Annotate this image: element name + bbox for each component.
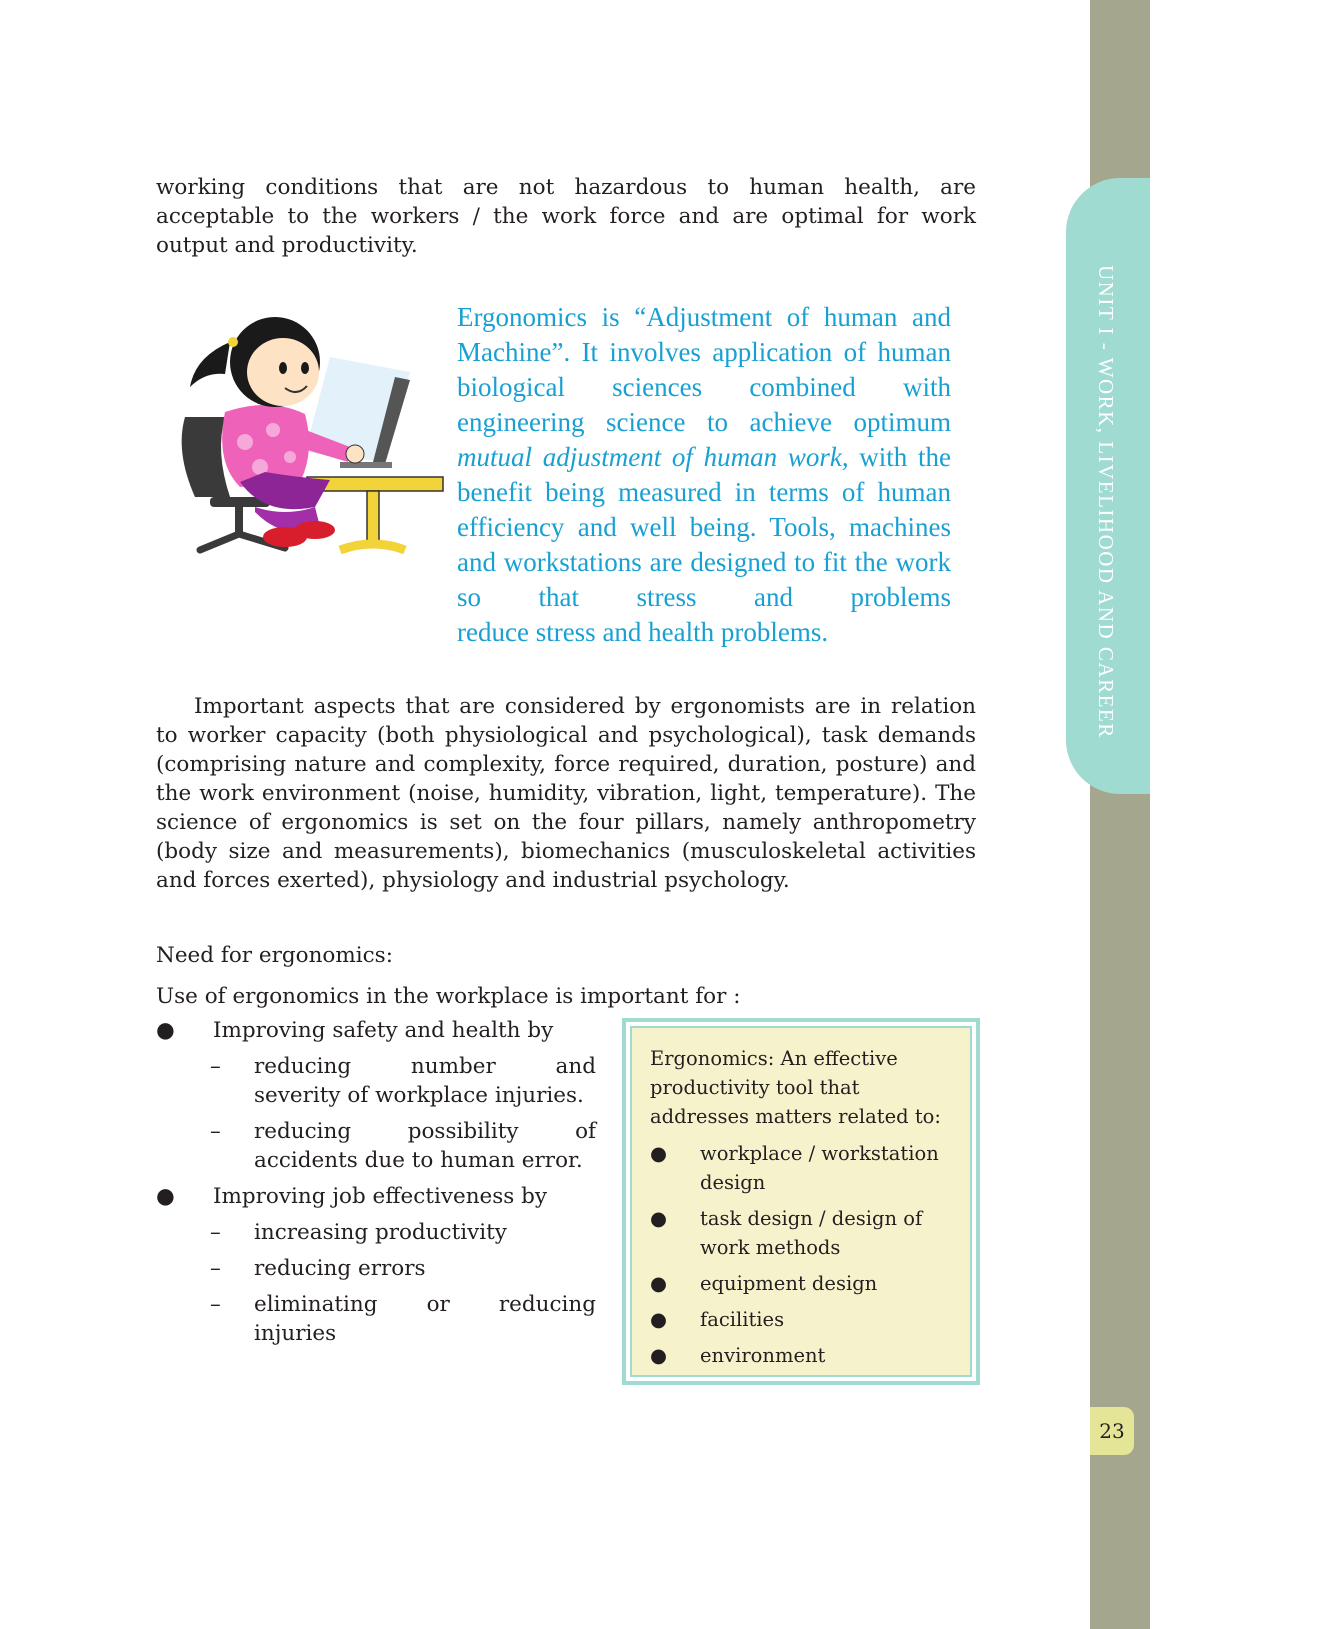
sub-item-line: reducing possibility of: [254, 1119, 596, 1144]
dash-icon: –: [210, 1256, 221, 1281]
sub-list-item: [156, 1052, 596, 1110]
benefits-list: [156, 1016, 596, 1355]
sub-item-line: eliminating or reducing: [254, 1292, 596, 1317]
girl-at-computer-illustration: [155, 302, 445, 572]
bullet-icon: ●: [650, 1344, 668, 1367]
sub-list-item: [156, 1117, 596, 1175]
list-item-label: Improving job effectiveness by: [213, 1184, 548, 1209]
box-item-label: task design / design of work methods: [700, 1207, 923, 1259]
box-item-label: environment: [700, 1344, 826, 1367]
callout-last-line: reduce stress and health problems.: [457, 617, 829, 647]
intro-paragraph: working conditions that are not hazardous to human health, are acceptable to the workers / the work force and are optimal for work output and productivity.: [156, 175, 976, 258]
page-number: 23: [1090, 1407, 1134, 1455]
bullet-icon: ●: [156, 1018, 175, 1043]
sub-item-line: increasing productivity: [254, 1220, 507, 1245]
list-item-label: Improving safety and health by: [213, 1018, 554, 1043]
sub-item-line: reducing number and: [254, 1054, 596, 1079]
box-item-label: workplace / workstation design: [700, 1142, 939, 1194]
sub-list-item: [156, 1254, 596, 1283]
sub-item-line: reducing errors: [254, 1256, 426, 1281]
sub-item-line: severity of workplace injuries.: [254, 1083, 584, 1108]
box-list-item: [650, 1269, 950, 1298]
sub-list-item: [156, 1290, 596, 1348]
use-line: Use of ergonomics in the workplace is important for :: [156, 984, 741, 1009]
callout-text-part2: with the benefit being measured in terms of human efficiency and well being. Tools, machines and workstations are designed to fit the work so that stress and problems: [457, 442, 951, 612]
sub-item-line: accidents due to human error.: [254, 1148, 583, 1173]
dash-icon: –: [210, 1054, 221, 1079]
bullet-icon: ●: [650, 1142, 668, 1165]
callout-text-part1: Ergonomics is “Adjustment of human and Machine”. It involves application of human biological sciences combined with engineering science to achieve optimum: [457, 302, 951, 437]
bullet-icon: ●: [650, 1272, 668, 1295]
box-list-item: [650, 1204, 950, 1262]
list-item: [156, 1182, 596, 1211]
box-title: Ergonomics: An effective productivity tool that addresses matters related to:: [650, 1047, 941, 1128]
box-item-label: equipment design: [700, 1272, 878, 1295]
dash-icon: –: [210, 1220, 221, 1245]
sub-item-line: injuries: [254, 1321, 337, 1346]
box-item-label: facilities: [700, 1308, 785, 1331]
aspects-paragraph: Important aspects that are considered by ergonomists are in relation to worker capacity (both physiological and psychological), task demands (comprising nature and complexity, force required, duration, posture) and the work environment (noise, humidity, vibration, light, temperature). The science of ergonomics is set on the four pillars, namely anthropometry (body size and measurements), biomechanics (musculoskeletal activities and forces exerted), physiology and industrial psychology.: [156, 694, 976, 893]
unit-label: UNIT I - WORK, LIVELIHOOD AND CAREER: [1094, 265, 1118, 739]
dash-icon: –: [210, 1292, 221, 1317]
dash-icon: –: [210, 1119, 221, 1144]
box-list-item: [650, 1139, 950, 1197]
need-heading: Need for ergonomics:: [156, 943, 393, 968]
list-item: [156, 1016, 596, 1045]
bullet-icon: ●: [650, 1308, 668, 1331]
bullet-icon: ●: [650, 1207, 668, 1230]
callout-italic-phrase: mutual adjustment of human work,: [457, 442, 849, 472]
box-list-item: [650, 1341, 950, 1370]
productivity-tool-box: [622, 1018, 980, 1385]
box-inner: [630, 1026, 972, 1377]
ergonomics-definition-callout: [457, 300, 951, 650]
sub-list-item: [156, 1218, 596, 1247]
bullet-icon: ●: [156, 1184, 175, 1209]
box-list-item: [650, 1305, 950, 1334]
